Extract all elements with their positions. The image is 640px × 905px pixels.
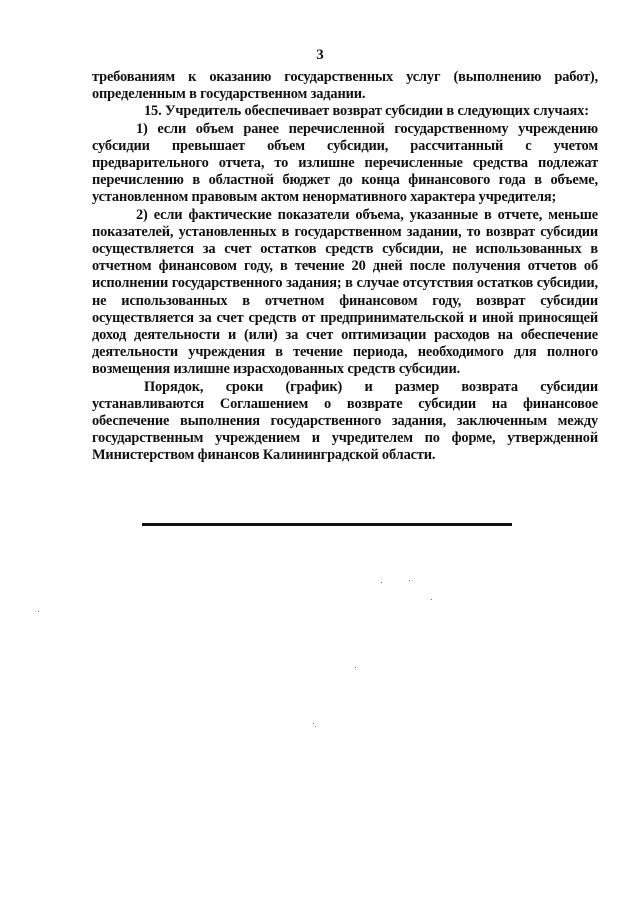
scan-speck bbox=[431, 599, 432, 600]
closing-divider-line bbox=[142, 523, 512, 526]
scan-speck bbox=[38, 611, 39, 612]
paragraph-item-15: 15. Учредитель обеспечивает возврат субсидии в следующих случаях: bbox=[144, 103, 589, 120]
scan-speck bbox=[409, 580, 410, 581]
paragraph-return-procedure: Порядок, сроки (график) и размер возврата субсидии устанавливаются Соглашением о возврате субсидии на финансовое обеспечение выполнения государственного задания, заключенным между государственным учреждением и учредителем по форме, утвержденной Министерством финансов Калининградской области. bbox=[92, 378, 598, 464]
paragraph-subitem-1: 1) если объем ранее перечисленной государственному учреждению субсидии превышает объем субсидии, рассчитанный с учетом предварительного отчета, то излишне перечисленные средства подлежат перечислению в областной бюджет до конца финансового года в объеме, установленном правовым актом ненормативного характера учредителя; bbox=[92, 120, 598, 206]
paragraph-continuation: требованиям к оказанию государственных услуг (выполнению работ), определенным в государственном задании. bbox=[92, 69, 598, 103]
paragraph-subitem-2: 2) если фактические показатели объема, указанные в отчете, меньше показателей, установленных в государственном задании, то возврат субсидии осуществляется за счет остатков средств субсидии, не использованных в отчетном финансовом году, в течение 20 дней после получения отчетов об исполнении государственного задания; в случае отсутствия остатков субсидии, не использованных в отчетном финансовом году, возврат субсидии осуществляется за счет средств от предпринимательской и иной приносящей доход деятельности и (или) за счет оптимизации расходов на обеспечение деятельности учреждения в течение периода, необходимого для полного возмещения излишне израсходованных средств субсидии. bbox=[92, 206, 598, 378]
scan-speck bbox=[315, 726, 316, 727]
scan-speck bbox=[355, 667, 356, 668]
scan-speck bbox=[313, 723, 314, 724]
document-body bbox=[92, 69, 598, 465]
scan-speck bbox=[381, 582, 382, 583]
page-number: 3 bbox=[316, 47, 324, 63]
